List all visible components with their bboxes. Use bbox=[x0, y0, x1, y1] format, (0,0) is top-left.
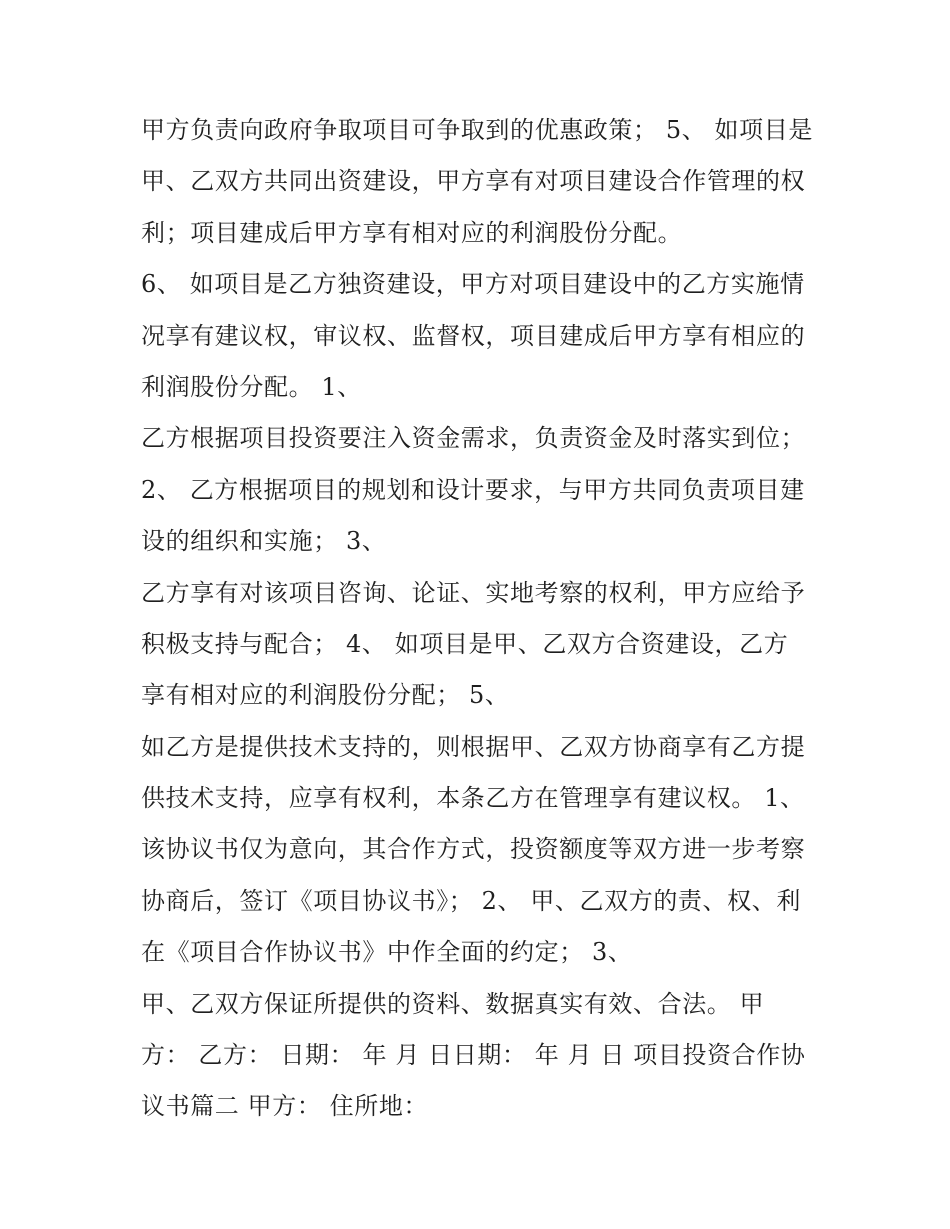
text-line-16: 协商后，签订《项目协议书》； 2、 甲、乙双方的责、权、利 bbox=[141, 886, 801, 915]
text-line-18: 甲、乙双方保证所提供的资料、数据真实有效、合法。 甲 bbox=[141, 989, 765, 1018]
text-line-2: 甲、乙双方共同出资建设，甲方享有对项目建设合作管理的权 bbox=[141, 167, 806, 196]
text-line-17: 在《项目合作协议书》中作全面的约定； 3、 bbox=[141, 938, 633, 967]
text-line-9: 设的组织和实施； 3、 bbox=[141, 527, 387, 556]
text-line-5: 况享有建议权，审议权、监督权，项目建成后甲方享有相应的 bbox=[141, 321, 806, 350]
document-body bbox=[141, 108, 831, 1136]
text-line-1: 甲方负责向政府争取项目可争取到的优惠政策； 5、 如项目是 bbox=[141, 116, 813, 144]
text-line-11: 积极支持与配合； 4、 如项目是甲、乙双方合资建设，乙方 bbox=[141, 629, 789, 658]
text-line-3: 利；项目建成后甲方享有相对应的利润股份分配。 bbox=[141, 218, 683, 247]
text-line-15: 该协议书仅为意向，其合作方式，投资额度等双方进一步考察 bbox=[141, 835, 806, 864]
text-line-13: 如乙方是提供技术支持的，则根据甲、乙双方协商享有乙方提 bbox=[141, 732, 806, 761]
text-line-8: 2、 乙方根据项目的规划和设计要求，与甲方共同负责项目建 bbox=[141, 475, 805, 504]
text-line-20: 议书篇二 甲方： 住所地： bbox=[141, 1092, 429, 1121]
text-line-19: 方： 乙方： 日期： 年 月 日日期： 年 月 日 项目投资合作协 bbox=[141, 1041, 806, 1070]
text-line-10: 乙方享有对该项目咨询、论证、实地考察的权利，甲方应给予 bbox=[141, 578, 806, 607]
text-line-12: 享有相对应的利润股份分配； 5、 bbox=[141, 681, 510, 710]
text-line-6: 利润股份分配。 1、 bbox=[141, 372, 362, 401]
text-line-14: 供技术支持，应享有权利，本条乙方在管理享有建议权。 1、 bbox=[141, 784, 805, 813]
text-line-7: 乙方根据项目投资要注入资金需求，负责资金及时落实到位； bbox=[141, 424, 806, 453]
text-line-4: 6、 如项目是乙方独资建设，甲方对项目建设中的乙方实施情 bbox=[141, 270, 805, 299]
